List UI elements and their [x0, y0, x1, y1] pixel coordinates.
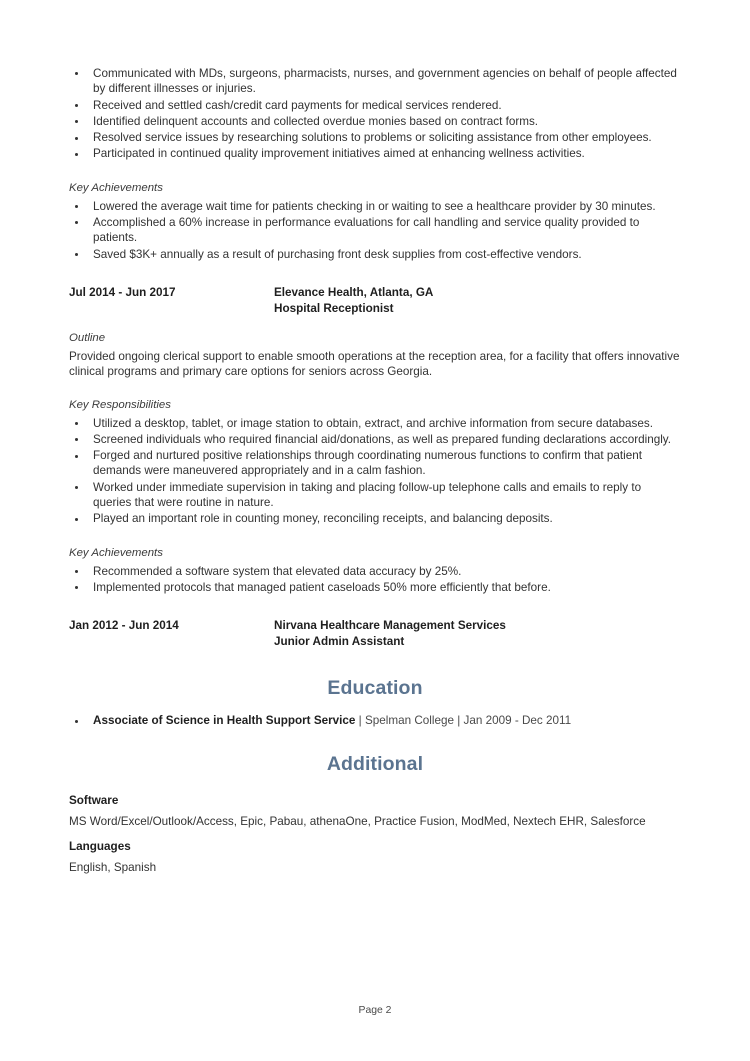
- education-degree: Associate of Science in Health Support Service: [93, 714, 356, 728]
- job-identity: [274, 618, 681, 650]
- list-item: [69, 580, 681, 595]
- list-item: [69, 130, 681, 145]
- bullet-text: Lowered the average wait time for patients checking in or waiting to see a healthcare provider by 30 minutes.: [93, 199, 656, 213]
- continued-responsibilities-list: [69, 66, 681, 162]
- bullet-text: Played an important role in counting money, reconciling receipts, and balancing deposits.: [93, 512, 553, 526]
- list-item: [69, 511, 681, 526]
- list-item: [69, 448, 681, 479]
- list-item: [69, 713, 681, 728]
- list-item: [69, 247, 681, 262]
- list-item: [69, 480, 681, 511]
- education-school: Spelman College: [364, 714, 454, 728]
- job-title: Hospital Receptionist: [274, 301, 394, 315]
- bullet-text: Worked under immediate supervision in taking and placing follow-up telephone calls and emails to reply to queries that were routine in nature.: [93, 480, 642, 510]
- list-item: [69, 114, 681, 129]
- bullet-text: Saved $3K+ annually as a result of purchasing front desk supplies from cost-effective vendors.: [93, 247, 582, 261]
- list-item: [69, 66, 681, 97]
- job-title: Junior Admin Assistant: [274, 635, 405, 649]
- bullet-text: Utilized a desktop, tablet, or image station to obtain, extract, and archive information from secure databases.: [93, 416, 653, 430]
- list-item: [69, 564, 681, 579]
- outline-label: Outline: [69, 331, 106, 344]
- bullet-text: Implemented protocols that managed patient caseloads 50% more efficiently that before.: [93, 580, 551, 594]
- education-list: [69, 713, 681, 728]
- languages-value: English, Spanish: [69, 860, 157, 874]
- key-achievements-label: Key Achievements: [69, 546, 163, 559]
- continued-achievements-list: [69, 199, 681, 262]
- education-dates: Jan 2009 - Dec 2011: [463, 714, 572, 728]
- list-item: [69, 98, 681, 113]
- education-separator: |: [453, 714, 464, 728]
- bullet-text: Accomplished a 60% increase in performance evaluations for call handling and service quality provided to patients.: [93, 216, 640, 245]
- education-separator: |: [355, 714, 365, 728]
- job-identity: [274, 285, 681, 317]
- key-responsibilities-label: Key Responsibilities: [69, 398, 171, 411]
- list-item: [69, 432, 681, 447]
- bullet-text: Screened individuals who required financial aid/donations, as well as prepared funding declarations accordingly.: [93, 432, 672, 446]
- software-label: Software: [69, 793, 119, 807]
- outline-text: Provided ongoing clerical support to enable smooth operations at the reception area, for a facility that offers innovative clinical programs and primary care options for seniors across Georgia.: [69, 349, 680, 379]
- job-dates: Jul 2014 - Jun 2017: [69, 285, 176, 299]
- bullet-text: Received and settled cash/credit card payments for medical services rendered.: [93, 98, 502, 112]
- list-item: [69, 215, 681, 246]
- list-item: [69, 146, 681, 161]
- bullet-text: Communicated with MDs, surgeons, pharmacists, nurses, and government agencies on behalf of people affected by different illnesses or injuries.: [93, 67, 677, 96]
- job-entry-header-elevance: [69, 285, 681, 317]
- languages-label: Languages: [69, 839, 131, 853]
- list-item: [69, 416, 681, 431]
- job-entry-header-nirvana: [69, 618, 681, 650]
- elevance-responsibilities-list: [69, 416, 681, 527]
- list-item: [69, 199, 681, 214]
- bullet-text: Recommended a software system that elevated data accuracy by 25%.: [93, 564, 462, 578]
- section-heading-additional: Additional: [326, 752, 424, 775]
- job-dates: Jan 2012 - Jun 2014: [69, 619, 179, 633]
- key-achievements-label: Key Achievements: [69, 181, 163, 194]
- resume-content: [69, 66, 681, 876]
- job-company: Nirvana Healthcare Management Services: [274, 619, 506, 633]
- bullet-text: Participated in continued quality improvement initiatives aimed at enhancing wellness activities.: [93, 147, 585, 161]
- job-company: Elevance Health, Atlanta, GA: [274, 285, 434, 299]
- section-heading-education: Education: [327, 677, 423, 700]
- elevance-achievements-list: [69, 564, 681, 596]
- software-value: MS Word/Excel/Outlook/Access, Epic, Pabau, athenaOne, Practice Fusion, ModMed, Nextech EHR, Salesforce: [69, 814, 646, 828]
- bullet-text: Resolved service issues by researching solutions to problems or soliciting assistance from other employees.: [93, 131, 652, 145]
- page-footer: Page 2: [358, 1005, 392, 1016]
- bullet-text: Identified delinquent accounts and collected overdue monies based on contract forms.: [93, 114, 539, 128]
- bullet-text: Forged and nurtured positive relationships through coordinating numerous functions to confirm that patient demands were maneuvered appropriately and in a calm fashion.: [93, 449, 642, 478]
